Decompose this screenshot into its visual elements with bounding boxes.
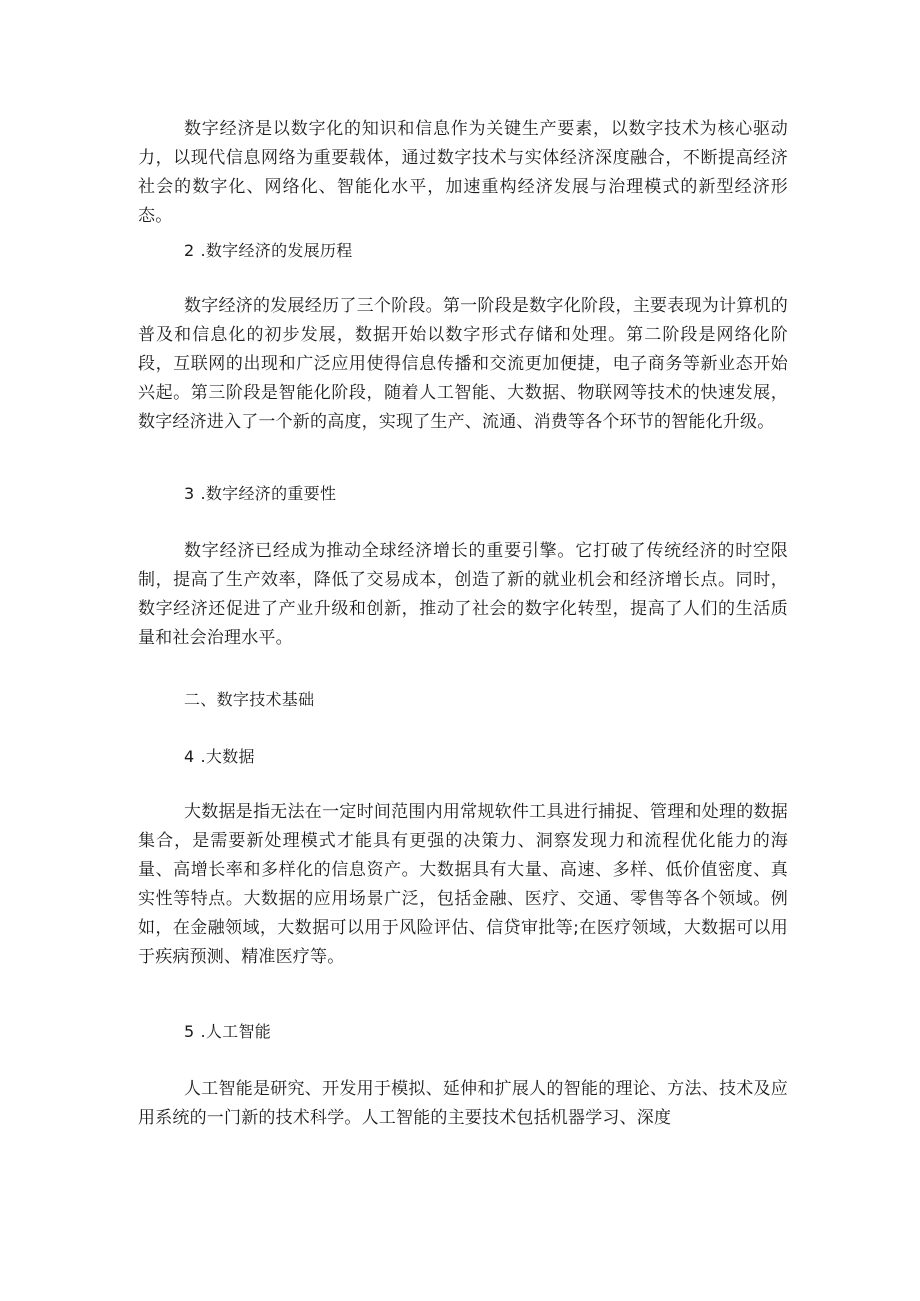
heading-artificial-intelligence [184, 1020, 271, 1044]
paragraph-artificial-intelligence: 人工智能是研究、开发用于模拟、延伸和扩展人的智能的理论、方法、技术及应用系统的一门新的技术科学。人工智能的主要技术包括机器学习、深度 [138, 1079, 788, 1128]
heading-text: .数字经济的发展历程 [200, 241, 353, 260]
heading-number: 3 [184, 484, 195, 503]
heading-importance [184, 482, 336, 506]
heading-number: 4 [184, 747, 195, 766]
heading-number: 2 [184, 241, 195, 260]
heading-text: .大数据 [200, 747, 255, 766]
heading-text: .人工智能 [200, 1022, 272, 1041]
heading-number: 5 [184, 1022, 195, 1041]
paragraph-big-data: 大数据是指无法在一定时间范围内用常规软件工具进行捕捉、管理和处理的数据集合，是需要新处理模式才能具有更强的决策力、洞察发现力和流程优化能力的海量、高增长率和多样化的信息资产。大数据具有大量、高速、多样、低价值密度、真实性等特点。大数据的应用场景广泛，包括金融、医疗、交通、零售等各个领域。例如，在金融领域，大数据可以用于风险评估、信贷审批等;在医疗领域，大数据可以用于疾病预测、精准医疗等。 [138, 802, 788, 967]
section-heading-digital-tech-basics: 二、数字技术基础 [184, 690, 315, 709]
heading-big-data [184, 745, 255, 769]
paragraph-digital-economy-definition: 数字经济是以数字化的知识和信息作为关键生产要素，以数字技术为核心驱动力，以现代信息网络为重要载体，通过数字技术与实体经济深度融合，不断提高经济社会的数字化、网络化、智能化水平，加速重构经济发展与治理模式的新型经济形态。 [138, 119, 788, 226]
paragraph-development-history: 数字经济的发展经历了三个阶段。第一阶段是数字化阶段，主要表现为计算机的普及和信息化的初步发展，数据开始以数字形式存储和处理。第二阶段是网络化阶段，互联网的出现和广泛应用使得信息传播和交流更加便捷，电子商务等新业态开始兴起。第三阶段是智能化阶段，随着人工智能、大数据、物联网等技术的快速发展，数字经济进入了一个新的高度，实现了生产、流通、消费等各个环节的智能化升级。 [138, 296, 788, 432]
paragraph-importance: 数字经济已经成为推动全球经济增长的重要引擎。它打破了传统经济的时空限制，提高了生产效率，降低了交易成本，创造了新的就业机会和经济增长点。同时，数字经济还促进了产业升级和创新，推动了社会的数字化转型，提高了人们的生活质量和社会治理水平。 [138, 541, 788, 648]
heading-text: .数字经济的重要性 [200, 484, 337, 503]
heading-development-history [184, 239, 353, 263]
